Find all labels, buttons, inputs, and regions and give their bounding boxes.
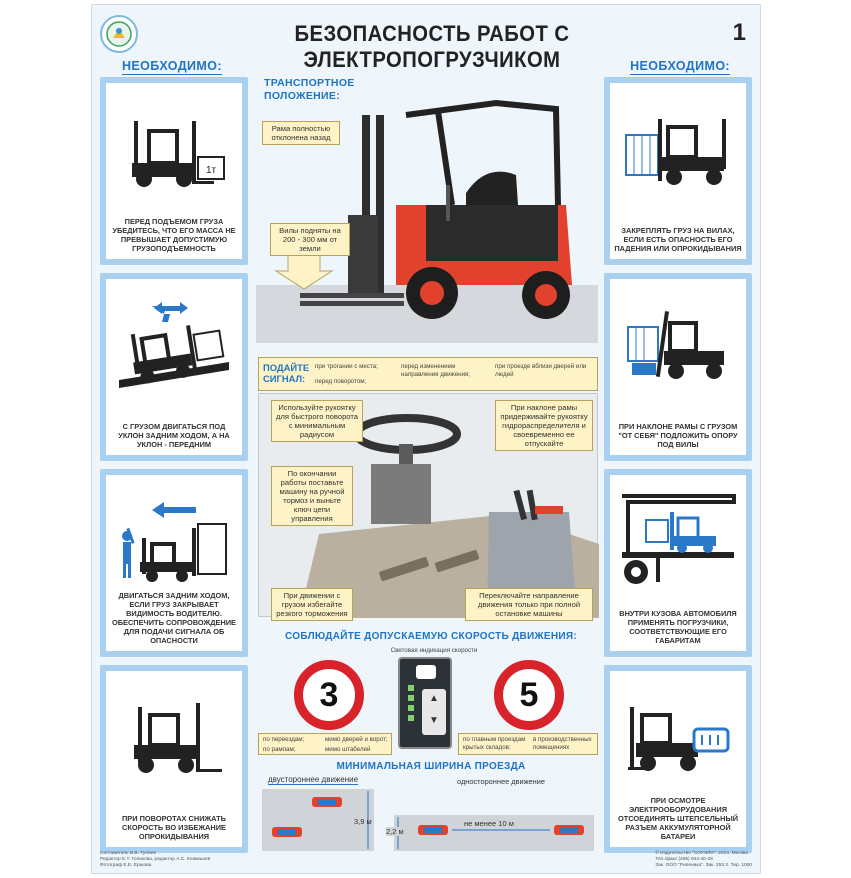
parking-note: По окончании работы поставьте машину на ручной тормоз и выньте ключ цепи управления: [271, 466, 353, 526]
knob-note: Используйте рукоятку для быстрого поворота с минимальным радиусом: [271, 400, 363, 442]
braking-note: При движении с грузом избегайте резкого торможения: [271, 588, 353, 621]
speed-indicator-caption: Световая индикация скорости: [390, 647, 478, 654]
forklift-reverse-icon: [112, 488, 236, 588]
forklift-truck-body-icon: [616, 486, 740, 590]
signal-box: [258, 357, 598, 391]
signal-item-2: перед изменением направления движения;: [401, 363, 471, 378]
page-number: 1: [732, 19, 746, 46]
one-way-label: одностороннее движение: [457, 777, 545, 786]
cabin-section: [258, 393, 598, 617]
left-card-1-text: ПЕРЕД ПОДЪЕМОМ ГРУЗА УБЕДИТЕСЬ, ЧТО ЕГО МАССА НЕ ПРЕВЫШАЕТ ДОПУСТИМУЮ ГРУЗОПОДЪЕМНОСТЬ: [112, 217, 236, 253]
forklift-slope-icon: [114, 292, 234, 392]
left-card-4-text: ПРИ ПОВОРОТАХ СНИЖАТЬ СКОРОСТЬ ВО ИЗБЕЖАНИЕ ОПРОКИДЫВАНИЯ: [122, 814, 226, 841]
chevron-down-icon: ▼: [429, 715, 439, 726]
right-card-2: [604, 273, 752, 461]
speed-limit-high: 5: [519, 675, 539, 714]
two-way-width: 3,9 м: [354, 817, 372, 826]
forklift-battery-icon: [618, 689, 738, 779]
right-card-3: [604, 469, 752, 657]
indicator-led-1: [408, 685, 414, 691]
road-width-diagram: [258, 787, 598, 853]
speed-sign-5: [494, 660, 564, 730]
low-condition-1: по переездам;: [263, 736, 305, 743]
transport-section: [256, 75, 598, 343]
high-condition-2: в производственных помещениях: [533, 736, 592, 751]
signal-item-1: при трогании с места;: [315, 363, 378, 370]
speed-indicator-panel: [398, 657, 452, 749]
frame-note: Рама полностью отклонена назад: [262, 121, 340, 145]
forklift-weight-icon: [114, 101, 234, 191]
high-condition-1: по главным проездам крытых складов;: [463, 736, 526, 751]
forklift-tilt-icon: [618, 297, 738, 387]
right-card-2-text: ПРИ НАКЛОНЕ РАМЫ С ГРУЗОМ "ОТ СЕБЯ" ПОДЛОЖИТЬ ОПОРУ ПОД ВИЛЫ: [618, 422, 738, 449]
forklift-illustration: [256, 75, 598, 343]
left-card-3-text: ДВИГАТЬСЯ ЗАДНИМ ХОДОМ, ЕСЛИ ГРУЗ ЗАКРЫВАЕТ ВИДИМОСТЬ ВОДИТЕЛЮ. ОБЕСПЕЧИТЬ СОПРОВОЖДЕНИЕ ДЛЯ ПОДАЧИ СИГНАЛА ОБ ОПАСНОСТИ: [111, 591, 236, 645]
high-speed-conditions: [458, 733, 598, 755]
speed-toggle-button[interactable]: [422, 689, 446, 735]
forklift-secured-load-icon: [618, 101, 738, 191]
left-card-4: [100, 665, 248, 853]
speed-sign-3: [294, 660, 364, 730]
right-card-4: [604, 665, 752, 853]
indicator-led-2: [408, 695, 414, 701]
low-speed-conditions: [258, 733, 392, 755]
page-title: БЕЗОПАСНОСТЬ РАБОТ С ЭЛЕКТРОПОГРУЗЧИКОМ: [294, 21, 570, 72]
low-condition-2: по рампам;: [263, 746, 296, 753]
right-card-3-text: ВНУТРИ КУЗОВА АВТОМОБИЛЯ ПРИМЕНЯТЬ ПОГРУЗЧИКИ, СООТВЕТСТВУЮЩИЕ ЕГО ГАБАРИТАМ: [619, 609, 737, 645]
left-card-1: [100, 77, 248, 265]
chevron-up-icon: ▲: [429, 693, 439, 704]
weight-badge: 1т: [206, 165, 217, 176]
left-card-3: [100, 469, 248, 657]
right-card-1: [604, 77, 752, 265]
low-condition-3: мимо дверей и ворот;: [325, 736, 388, 743]
speed-heading: СОБЛЮДАЙТЕ ДОПУСКАЕМУЮ СКОРОСТЬ ДВИЖЕНИЯ:: [285, 631, 577, 642]
signal-item-3: при проезде вблизи дверей или людей: [495, 363, 587, 378]
two-way-label: двустороннее движение: [268, 775, 359, 784]
left-card-2: [100, 273, 248, 461]
publisher-logo-icon: [100, 15, 138, 53]
indicator-led-4: [408, 715, 414, 721]
right-card-1-text: ЗАКРЕПЛЯТЬ ГРУЗ НА ВИЛАХ, ЕСЛИ ЕСТЬ ОПАСНОСТЬ ЕГО ПАДЕНИЯ ИЛИ ОПРОКИДЫВАНИЯ: [614, 226, 742, 253]
credits-right: © Издательство "СОУЭЛО", 2014, Москва Тел./факс (495) 944-40-28 Зак. ООО "Рипеника". Зак. 253.3. Тир. 1000: [655, 851, 752, 868]
indicator-led-3: [408, 705, 414, 711]
left-heading: НЕОБХОДИМО:: [122, 59, 222, 73]
one-way-width: 2,2 м: [386, 827, 404, 836]
right-card-4-text: ПРИ ОСМОТРЕ ЭЛЕКТРООБОРУДОВАНИЯ ОТСОЕДИНЯТЬ ШТЕПСЕЛЬНЫЙ РАЗЪЕМ АККУМУЛЯТОРНОЙ БАТАРЕИ: [617, 796, 739, 841]
speed-limit-low: 3: [319, 675, 339, 714]
person-icon: [122, 528, 135, 578]
forklift-turn-icon: [114, 689, 234, 779]
forks-note: Вилы подняты на 200 - 300 мм от земли: [270, 223, 350, 256]
right-heading: НЕОБХОДИМО:: [630, 59, 730, 73]
turtle-icon: [416, 665, 436, 679]
direction-note: Переключайте направление движения только при полной остановке машины: [465, 588, 593, 621]
low-condition-4: мимо штабелей: [325, 746, 371, 753]
transport-heading: ТРАНСПОРТНОЕ ПОЛОЖЕНИЕ:: [264, 77, 355, 102]
width-heading: МИНИМАЛЬНАЯ ШИРИНА ПРОЕЗДА: [336, 761, 526, 772]
signal-heading: ПОДАЙТЕ СИГНАЛ:: [263, 362, 310, 384]
min-length: не менее 10 м: [464, 819, 514, 828]
credits-left: Составитель В.В. Тулаев Редактор Е.Т. Голикова, редактор А.С. Климашев Фотограф Е.Е. Ершова: [100, 851, 211, 868]
safety-poster: [91, 4, 761, 874]
hydraulics-note: При наклоне рамы придерживайте рукоятку гидрораспределителя и своевременно ее отпускайте: [495, 400, 593, 451]
left-card-2-text: С ГРУЗОМ ДВИГАТЬСЯ ПОД УКЛОН ЗАДНИМ ХОДОМ, А НА УКЛОН - ПЕРЕДНИМ: [118, 422, 230, 449]
signal-item-4: перед поворотом;: [315, 378, 367, 385]
